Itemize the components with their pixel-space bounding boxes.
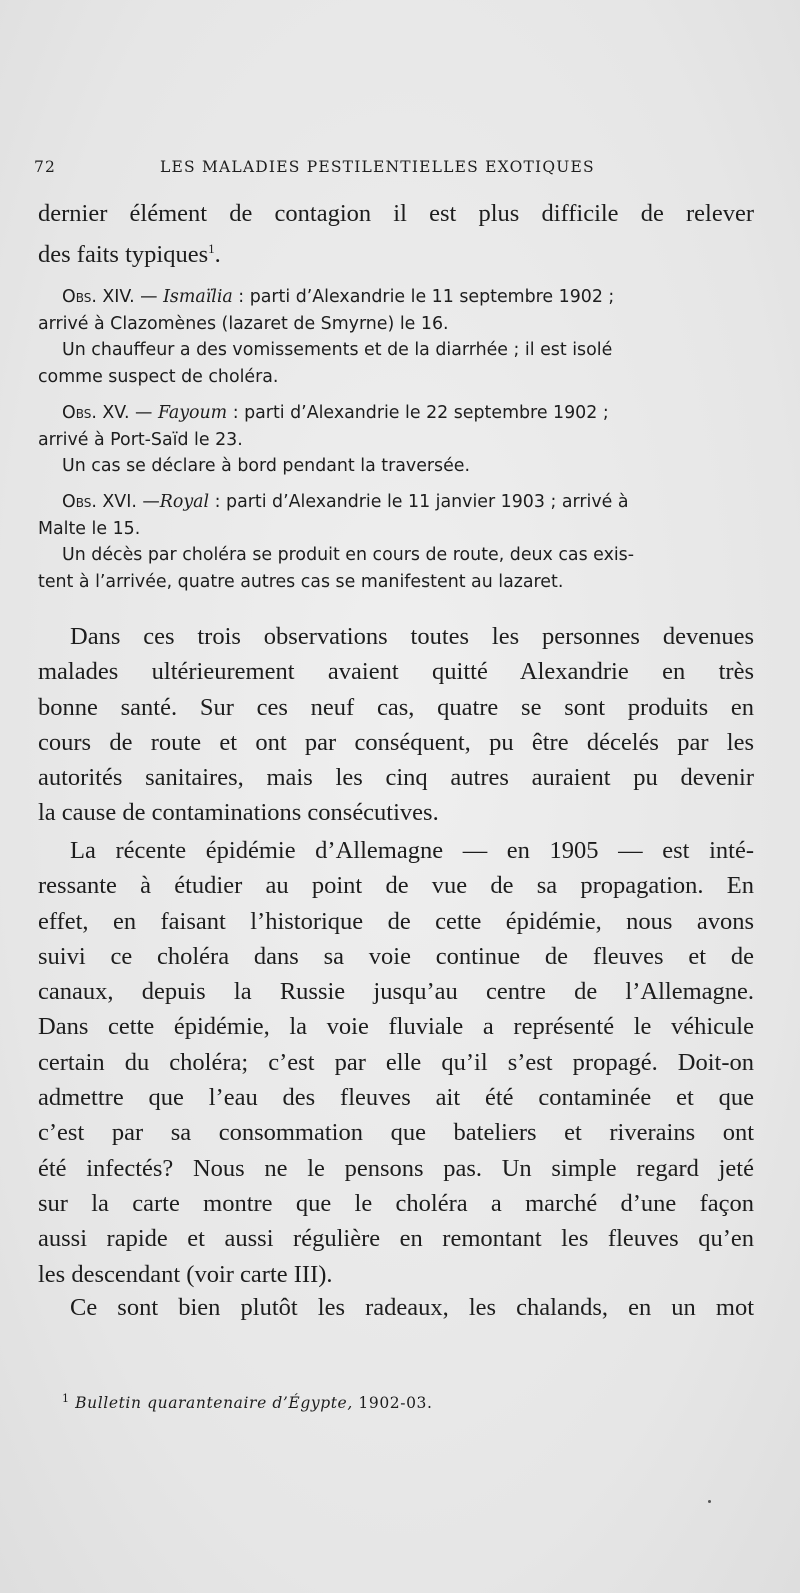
text-line: des faits typiques$^1$. <box>38 241 221 269</box>
text-line: admettre que l’eau des fleuves ait été contaminée et que <box>38 1084 754 1112</box>
page-number: 72 <box>34 158 57 176</box>
text-line: canaux, depuis la Russie jusqu’au centre de l’Allemagne. <box>38 978 754 1006</box>
text-line: aussi rapide et aussi régulière en remontant les fleuves qu’en <box>38 1225 754 1253</box>
obs-label: Obs. XVI. <box>62 492 137 512</box>
page-header <box>34 158 750 182</box>
text-line: tent à l’arrivée, quatre autres cas se manifestent au lazaret. <box>38 571 564 592</box>
text-line: Malte le 15. <box>38 518 141 539</box>
footnote-source: Bulletin quarantenaire d’Égypte, <box>75 1394 353 1413</box>
text-line: bonne santé. Sur ces neuf cas, quatre se sont produits en <box>38 693 754 721</box>
text-line: Dans cette épidémie, la voie fluviale a représenté le véhicule <box>38 1013 754 1041</box>
text-line: Un cas se déclare à bord pendant la traversée. <box>62 456 471 477</box>
observation-15 <box>38 400 754 480</box>
ship-name: Ismaïlia <box>163 287 233 307</box>
text-line: Un chauffeur a des vomissements et de la diarrhée ; il est isolé <box>62 340 613 361</box>
paragraph-observations-summary <box>38 619 754 831</box>
text-line: La récente épidémie d’Allemagne — en 1905 — est inté- <box>70 837 754 864</box>
obs-label: Obs. XIV. <box>62 287 135 307</box>
text-line: certain du choléra; c’est par elle qu’il s’est propagé. Doit-on <box>38 1048 754 1076</box>
opening-paragraph <box>38 196 754 273</box>
ship-name: Royal <box>159 492 210 512</box>
text-line: effet, en faisant l’historique de cette épidémie, nous avons <box>38 907 754 935</box>
footnote-mark: 1 <box>62 1392 70 1405</box>
ink-speck <box>708 1500 711 1503</box>
text-line: dernier élément de contagion il est plus difficile de relever <box>38 200 754 227</box>
text-line: été infectés? Nous ne le pensons pas. Un simple regard jeté <box>38 1154 754 1182</box>
text-line: Obs. XIV. — Ismaïlia : parti d’Alexandrie le 11 septembre 1902 ; <box>62 287 615 307</box>
text-line: sur la carte montre que le choléra a marché d’une façon <box>38 1189 754 1217</box>
text-line: cours de route et ont par conséquent, pu être décelés par les <box>38 728 754 756</box>
footnote <box>62 1392 433 1412</box>
observation-14 <box>38 284 754 390</box>
running-title: LES MALADIES PESTILENTIELLES EXOTIQUES <box>160 158 595 176</box>
text-line: suivi ce choléra dans sa voie continue de fleuves et de <box>38 942 754 970</box>
text-line: c’est par sa consommation que bateliers et riverains ont <box>38 1119 754 1147</box>
observation-16 <box>38 489 754 595</box>
text-line: arrivé à Clazomènes (lazaret de Smyrne) le 16. <box>38 313 449 334</box>
text-line: la cause de contaminations consécutives. <box>38 799 439 827</box>
text-line: ressante à étudier au point de vue de sa propagation. En <box>38 872 754 900</box>
text-line: Obs. XV. — Fayoum : parti d’Alexandrie le 22 septembre 1902 ; <box>62 403 609 423</box>
paragraph-rafts <box>38 1290 754 1325</box>
text-line: Ce sont bien plutôt les radeaux, les chalands, en un mot <box>70 1294 754 1321</box>
ship-name: Fayoum <box>157 403 228 423</box>
footnote-years: 1902-03. <box>352 1394 433 1413</box>
text-line: malades ultérieurement avaient quitté Alexandrie en très <box>38 658 754 686</box>
text-line: Obs. XVI. —Royal : parti d’Alexandrie le 11 janvier 1903 ; arrivé à <box>62 492 629 512</box>
text-line: comme suspect de choléra. <box>38 366 279 387</box>
text-line: autorités sanitaires, mais les cinq autres auraient pu devenir <box>38 764 754 792</box>
footnote-ref: 1 <box>208 241 215 257</box>
paragraph-germany-epidemic <box>38 833 754 1292</box>
text-line: Un décès par choléra se produit en cours de route, deux cas exis- <box>62 545 635 566</box>
text-line: arrivé à Port-Saïd le 23. <box>38 429 243 450</box>
obs-label: Obs. XV. <box>62 403 130 423</box>
text-line: Dans ces trois observations toutes les personnes devenues <box>70 623 754 650</box>
text-line: les descendant (voir carte III). <box>38 1260 333 1288</box>
